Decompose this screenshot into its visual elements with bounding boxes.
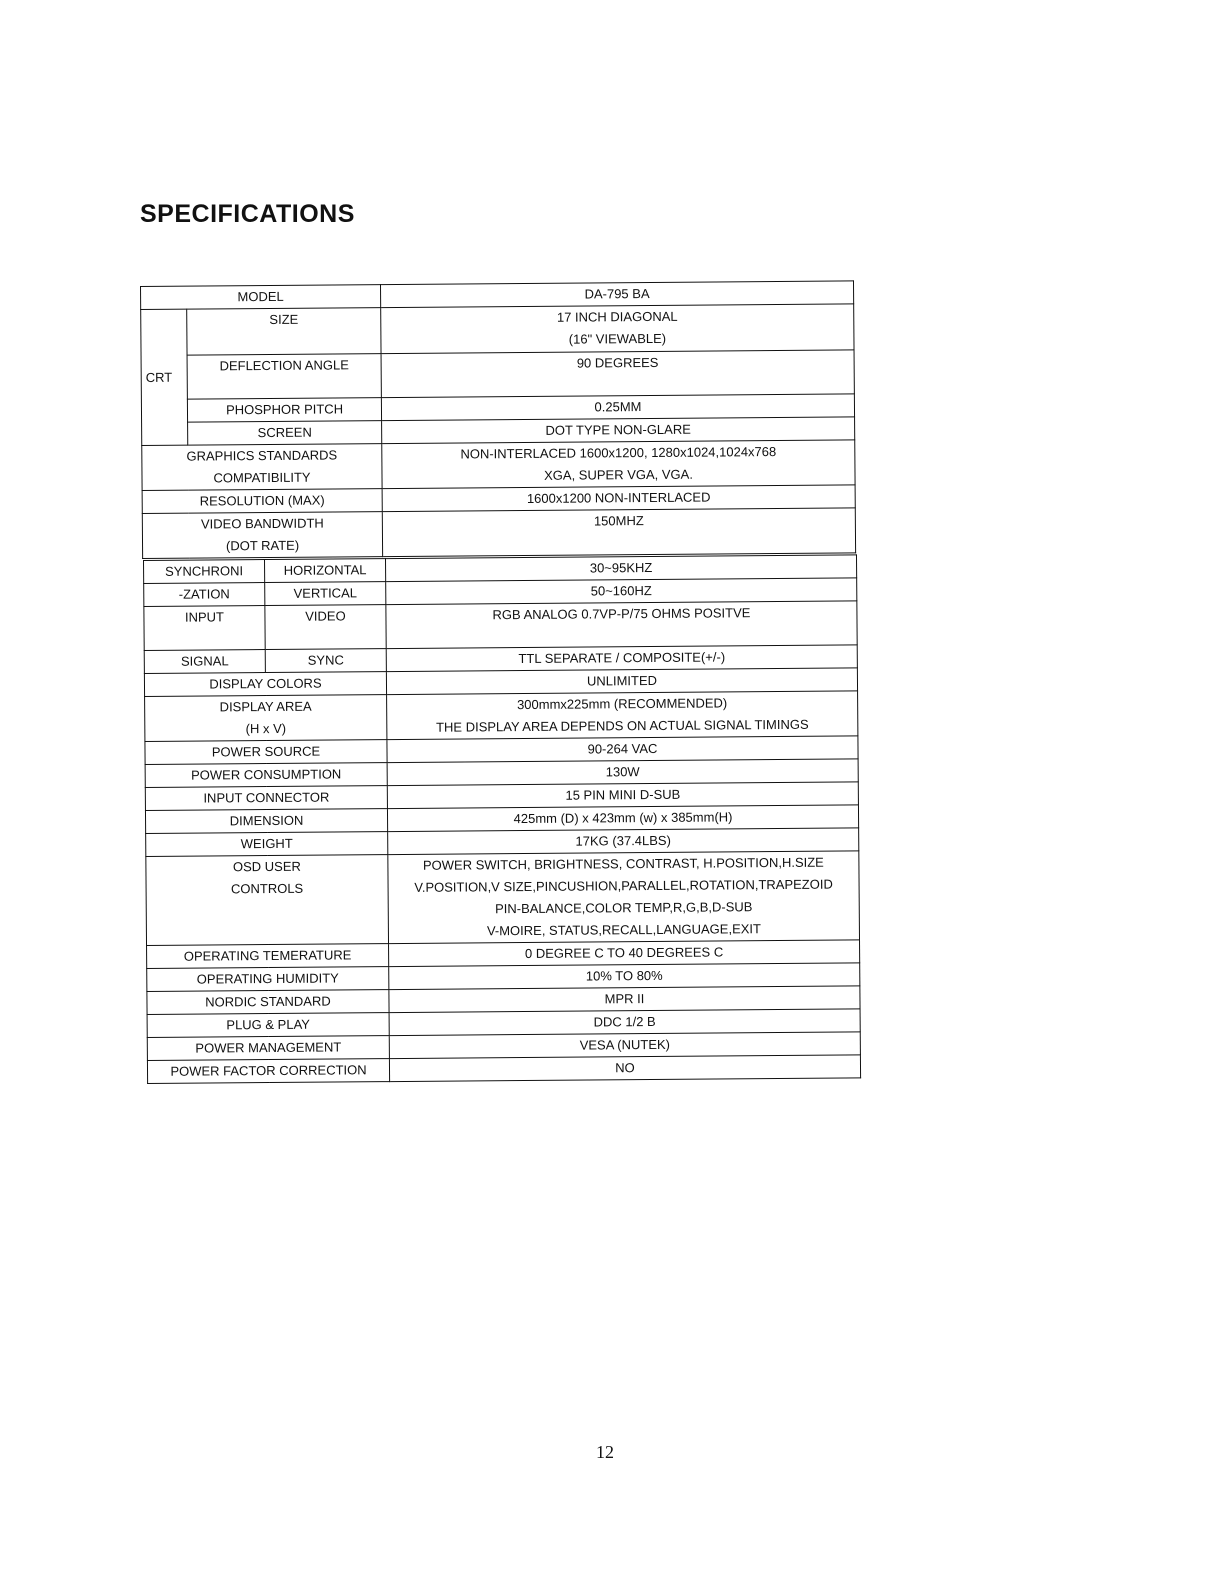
spec-value-osd xyxy=(388,851,860,944)
spec-value-deflection: 90 DEGREES xyxy=(381,350,854,398)
spec-value-graphics xyxy=(382,440,855,489)
spec-value-osd-line2: V.POSITION,V SIZE,PINCUSHION,PARALLEL,ROTATION,TRAPEZOID xyxy=(414,876,833,895)
spec-value-size-line2: (16" VIEWABLE) xyxy=(568,330,667,347)
spec-label-power-mgmt: POWER MANAGEMENT xyxy=(147,1036,389,1061)
specifications-table xyxy=(140,280,856,559)
table-row xyxy=(141,304,854,356)
spec-label-graphics xyxy=(142,444,382,491)
spec-label-graphics-line1: GRAPHICS STANDARDS xyxy=(186,447,338,464)
spec-value-op-temp: 0 DEGREE C TO 40 DEGREES C xyxy=(389,940,860,967)
spec-value-model: DA-795 BA xyxy=(380,281,853,308)
spec-value-video: RGB ANALOG 0.7VP-P/75 OHMS POSITVE xyxy=(386,601,857,649)
spec-label-area-line1: DISPLAY AREA xyxy=(219,698,312,715)
spec-label-resolution: RESOLUTION (MAX) xyxy=(142,489,382,514)
spec-label-size: SIZE xyxy=(187,308,381,356)
spec-value-plug-play: DDC 1/2 B xyxy=(389,1009,860,1036)
table-row xyxy=(142,508,855,559)
spec-group-sync-bottom: -ZATION xyxy=(144,583,265,607)
spec-value-graphics-line1: NON-INTERLACED 1600x1200, 1280x1024,1024x768 xyxy=(460,444,777,462)
spec-group-sync-top: SYNCHRONI xyxy=(144,560,265,584)
spec-value-bandwidth: 150MHZ xyxy=(382,508,855,557)
spec-label-power-consumption: POWER CONSUMPTION xyxy=(145,763,387,788)
specifications-table-cont xyxy=(143,554,861,1084)
spec-value-osd-line4: V-MOIRE, STATUS,RECALL,LANGUAGE,EXIT xyxy=(486,921,761,939)
spec-value-power-mgmt: VESA (NUTEK) xyxy=(389,1032,860,1059)
spec-label-deflection: DEFLECTION ANGLE xyxy=(187,354,381,400)
spec-value-vertical: 50~160HZ xyxy=(386,578,857,605)
spec-value-size-line1: 17 INCH DIAGONAL xyxy=(556,308,678,325)
spec-label-model: MODEL xyxy=(141,285,381,310)
spec-label-plug-play: PLUG & PLAY xyxy=(147,1013,389,1038)
spec-group-crt: CRT xyxy=(141,309,188,445)
spec-value-area-line1: 300mmx225mm (RECOMMENDED) xyxy=(516,695,728,713)
spec-label-graphics-line2: COMPATIBILITY xyxy=(213,469,311,486)
spec-label-bandwidth-line1: VIDEO BANDWIDTH xyxy=(200,515,324,532)
table-row xyxy=(144,601,857,651)
spec-value-area-line2: THE DISPLAY AREA DEPENDS ON ACTUAL SIGNAL TIMINGS xyxy=(435,716,809,735)
spec-label-dimension: DIMENSION xyxy=(145,809,387,834)
spec-value-graphics-line2: XGA, SUPER VGA, VGA. xyxy=(544,466,693,483)
spec-label-osd-line1: OSD USER xyxy=(232,858,301,875)
spec-label-op-temp: OPERATING TEMERATURE xyxy=(147,944,389,969)
spec-label-sync: SYNC xyxy=(265,649,386,673)
spec-label-vertical: VERTICAL xyxy=(265,582,386,606)
table-row xyxy=(147,1055,860,1084)
table-row xyxy=(142,440,855,491)
spec-label-connector: INPUT CONNECTOR xyxy=(145,786,387,811)
spec-value-power-source: 90-264 VAC xyxy=(387,736,858,763)
spec-label-video: VIDEO xyxy=(265,605,386,650)
spec-value-screen: DOT TYPE NON-GLARE xyxy=(382,417,855,444)
spec-value-area xyxy=(387,691,858,740)
table-row xyxy=(146,851,860,946)
spec-value-phosphor: 0.25MM xyxy=(381,394,854,421)
page-title: SPECIFICATIONS xyxy=(140,200,355,228)
spec-value-dimension: 425mm (D) x 423mm (w) x 385mm(H) xyxy=(387,805,858,832)
spec-value-size xyxy=(381,304,854,354)
spec-label-osd xyxy=(146,855,389,946)
spec-label-osd-line2: CONTROLS xyxy=(230,880,304,897)
table-row xyxy=(141,350,854,400)
spec-label-bandwidth xyxy=(142,512,382,559)
page-number: 12 xyxy=(596,1442,614,1462)
spec-group-input-bottom: SIGNAL xyxy=(144,650,265,674)
spec-label-screen: SCREEN xyxy=(188,421,382,446)
spec-label-colors: DISPLAY COLORS xyxy=(144,672,386,697)
spec-label-phosphor: PHOSPHOR PITCH xyxy=(188,398,382,423)
spec-value-pfc: NO xyxy=(389,1055,860,1082)
spec-value-colors: UNLIMITED xyxy=(386,668,857,695)
spec-label-pfc: POWER FACTOR CORRECTION xyxy=(147,1059,389,1084)
spec-value-sync: TTL SEPARATE / COMPOSITE(+/-) xyxy=(386,645,857,672)
spec-label-bandwidth-line2: (DOT RATE) xyxy=(225,537,300,554)
spec-value-connector: 15 PIN MINI D-SUB xyxy=(387,782,858,809)
spec-label-area xyxy=(145,695,387,742)
spec-label-area-line2: (H x V) xyxy=(245,720,287,737)
spec-label-op-humidity: OPERATING HUMIDITY xyxy=(147,967,389,992)
spec-value-weight: 17KG (37.4LBS) xyxy=(388,828,859,855)
spec-value-nordic: MPR II xyxy=(389,986,860,1013)
spec-value-horizontal: 30~95KHZ xyxy=(385,555,856,582)
spec-value-osd-line3: PIN-BALANCE,COLOR TEMP,R,G,B,D-SUB xyxy=(494,899,753,917)
spec-group-input-top: INPUT xyxy=(144,606,265,651)
spec-label-power-source: POWER SOURCE xyxy=(145,740,387,765)
spec-label-weight: WEIGHT xyxy=(146,832,388,857)
table-row xyxy=(145,691,858,742)
spec-label-horizontal: HORIZONTAL xyxy=(265,559,386,583)
spec-value-op-humidity: 10% TO 80% xyxy=(389,963,860,990)
spec-value-power-consumption: 130W xyxy=(387,759,858,786)
spec-value-resolution: 1600x1200 NON-INTERLACED xyxy=(382,485,855,512)
spec-value-osd-line1: POWER SWITCH, BRIGHTNESS, CONTRAST, H.POSITION,H.SIZE xyxy=(422,854,824,873)
spec-label-nordic: NORDIC STANDARD xyxy=(147,990,389,1015)
